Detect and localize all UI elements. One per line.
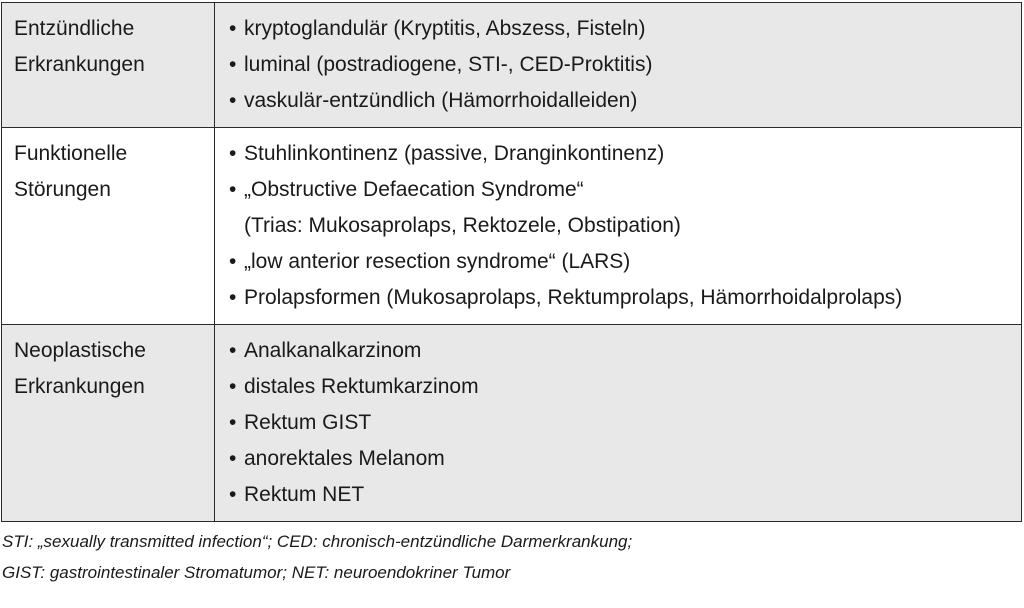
table-row-neoplastische [2, 325, 1022, 522]
category-label: Störungen [14, 178, 111, 201]
items-cell [215, 128, 1022, 325]
item-text-continuation: (Trias: Mukosaprolaps, Rektozele, Obstipation) [244, 214, 681, 237]
list-item [227, 333, 1011, 369]
category-cell [2, 128, 215, 325]
item-text: • vaskulär-entzündlich (Hämorrhoidalleiden) [244, 89, 638, 112]
item-list [227, 333, 1011, 513]
table-row-entzuendliche [2, 3, 1022, 128]
list-item [227, 47, 1011, 83]
category-label: Entzündliche [14, 17, 135, 40]
item-text: • distales Rektumkarzinom [244, 375, 479, 398]
list-item [227, 83, 1011, 119]
list-item [227, 244, 1011, 280]
table-footnote [2, 526, 1020, 588]
item-text: • Analkanalkarzinom [244, 339, 422, 362]
list-item [227, 477, 1011, 513]
item-text: • Rektum GIST [244, 411, 372, 434]
category-cell [2, 3, 215, 128]
items-cell [215, 3, 1022, 128]
category-label: Erkrankungen [14, 53, 145, 76]
category-label: Erkrankungen [14, 375, 145, 398]
item-text: • Rektum NET [244, 483, 365, 506]
item-text: • Stuhlinkontinenz (passive, Dranginkontinenz) [244, 142, 665, 165]
category-cell [2, 325, 215, 522]
list-item [227, 369, 1011, 405]
classification-table [1, 2, 1022, 522]
item-text: • Prolapsformen (Mukosaprolaps, Rektumprolaps, Hämorrhoidalprolaps) [244, 286, 903, 309]
list-item [227, 172, 1011, 244]
item-list [227, 11, 1011, 119]
items-cell [215, 325, 1022, 522]
table-row-funktionelle [2, 128, 1022, 325]
list-item [227, 280, 1011, 316]
list-item [227, 405, 1011, 441]
list-item [227, 136, 1011, 172]
item-list [227, 136, 1011, 316]
list-item [227, 441, 1011, 477]
item-text: • anorektales Melanom [244, 447, 445, 470]
table-body [2, 3, 1022, 522]
list-item [227, 11, 1011, 47]
item-text: • „low anterior resection syndrome“ (LARS) [244, 250, 631, 273]
item-text: • luminal (postradiogene, STI-, CED-Proktitis) [244, 53, 653, 76]
item-text: • „Obstructive Defaecation Syndrome“ [244, 178, 584, 201]
item-text: • kryptoglandulär (Kryptitis, Abszess, Fisteln) [244, 17, 646, 40]
category-label: Neoplastische [14, 339, 146, 362]
category-label: Funktionelle [14, 142, 128, 165]
footnote-line: STI: „sexually transmitted infection“; CED: chronisch-entzündliche Darmerkrankung; [2, 532, 633, 551]
footnote-line: GIST: gastrointestinaler Stromatumor; NET: neuroendokriner Tumor [2, 563, 511, 582]
